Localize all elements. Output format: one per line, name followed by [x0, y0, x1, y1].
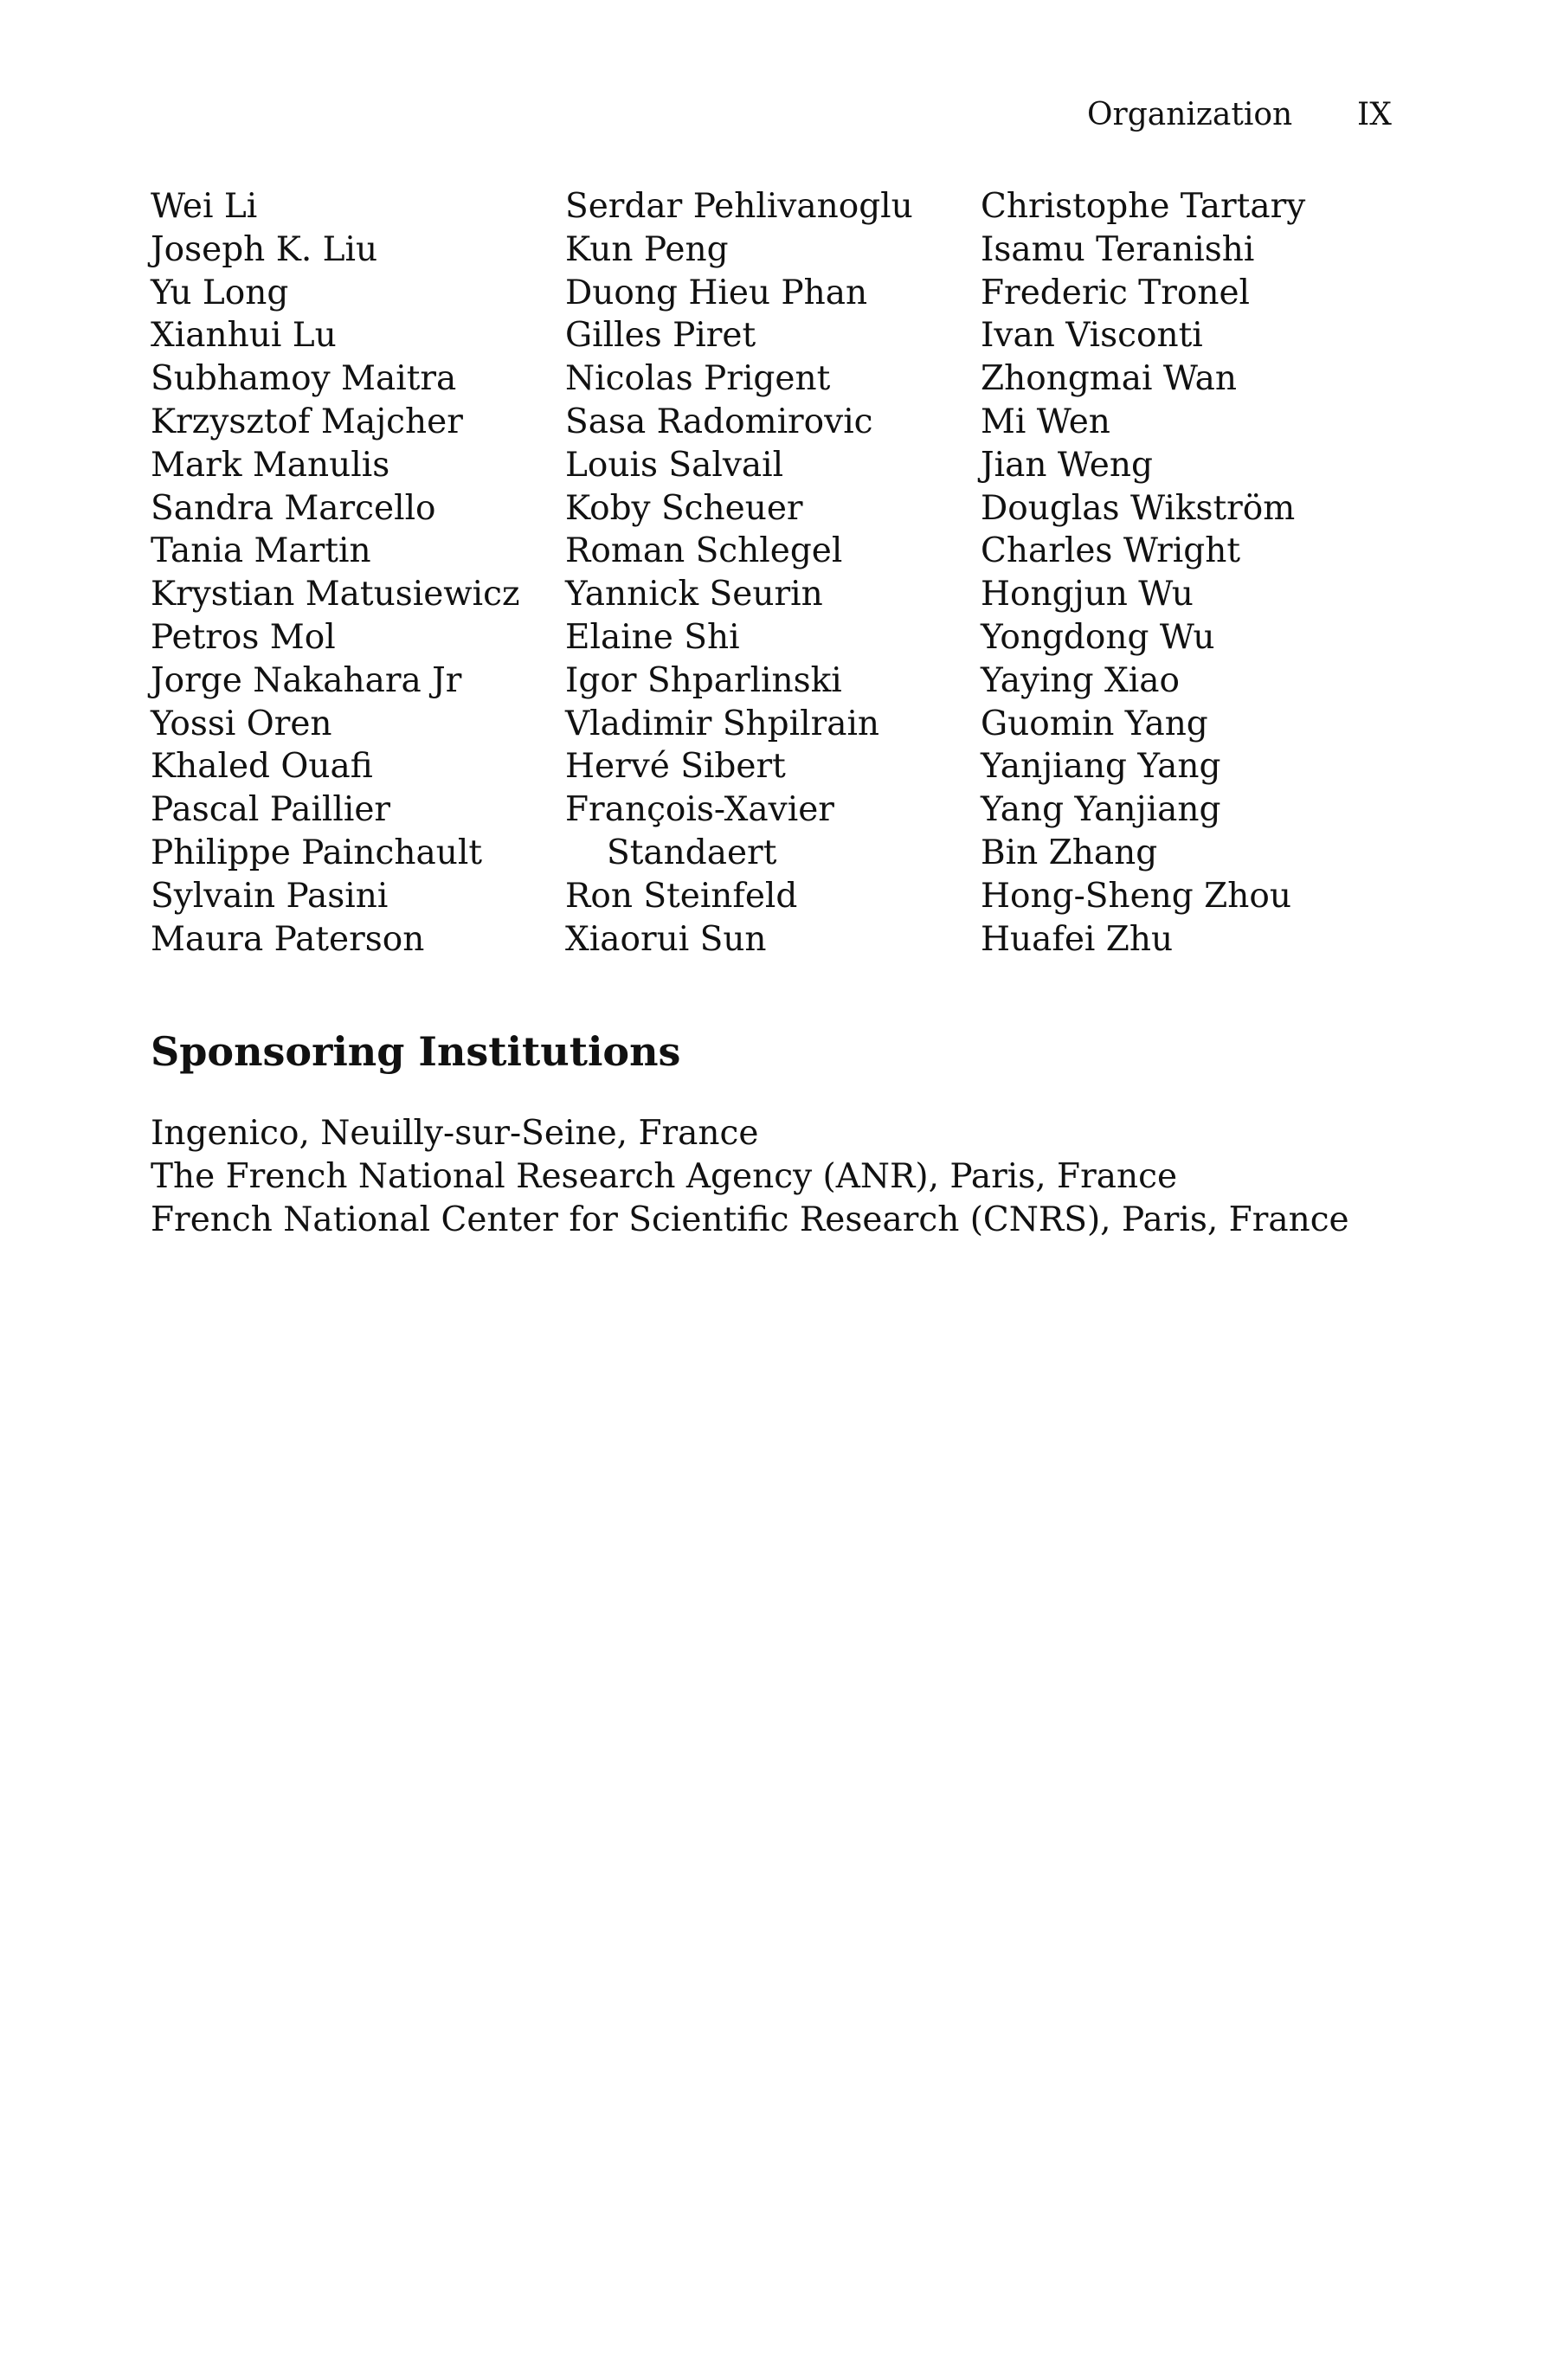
reviewer-name: Xianhui Lu [151, 316, 337, 356]
reviewer-name: Duong Hieu Phan [565, 273, 868, 312]
reviewer-name: Hong-Sheng Zhou [981, 876, 1291, 916]
reviewer-name: Sandra Marcello [151, 488, 436, 528]
reviewer-name: Xiaorui Sun [565, 919, 767, 959]
reviewer-name: Tania Martin [151, 531, 371, 571]
reviewer-name: Ivan Visconti [981, 316, 1203, 356]
reviewer-name: Roman Schlegel [565, 531, 843, 571]
reviewer-name: Kun Peng [565, 229, 729, 269]
reviewer-name: Petros Mol [151, 617, 336, 657]
running-head: Organization [1087, 97, 1293, 132]
reviewer-name: François-Xavier [565, 790, 834, 830]
reviewer-name: Christophe Tartary [981, 187, 1306, 226]
reviewer-name: Nicolas Prigent [565, 359, 831, 399]
reviewer-name-continuation: Standaert [607, 833, 777, 872]
reviewer-name: Jian Weng [981, 445, 1153, 485]
reviewer-name: Krystian Matusiewicz [151, 575, 520, 614]
reviewer-name: Pascal Paillier [151, 790, 391, 830]
reviewer-name: Mark Manulis [151, 445, 390, 485]
reviewer-name: Yaying Xiao [981, 660, 1180, 700]
reviewer-name: Subhamoy Maitra [151, 359, 457, 399]
reviewer-name: Yossi Oren [151, 704, 332, 743]
section-heading-sponsoring: Sponsoring Institutions [151, 1028, 681, 1075]
reviewer-name: Khaled Ouafi [151, 747, 373, 787]
reviewer-name: Wei Li [151, 187, 258, 226]
reviewer-name: Philippe Painchault [151, 833, 482, 872]
reviewer-name: Jorge Nakahara Jr [151, 660, 462, 700]
sponsor-item: Ingenico, Neuilly-sur-Seine, France [151, 1114, 759, 1153]
reviewer-name: Yongdong Wu [981, 617, 1215, 657]
page-number: IX [1357, 97, 1392, 132]
reviewer-name: Sasa Radomirovic [565, 402, 873, 441]
reviewer-name: Sylvain Pasini [151, 876, 389, 916]
reviewer-name: Louis Salvail [565, 445, 784, 485]
reviewer-name: Guomin Yang [981, 704, 1208, 743]
sponsor-item: The French National Research Agency (ANR), Paris, France [151, 1157, 1178, 1196]
reviewer-name: Igor Shparlinski [565, 660, 842, 700]
sponsor-list [151, 1112, 1349, 1242]
reviewer-name: Frederic Tronel [981, 273, 1250, 312]
reviewer-name: Mi Wen [981, 402, 1110, 441]
reviewer-name: Koby Scheuer [565, 488, 803, 528]
reviewer-name: Huafei Zhu [981, 919, 1174, 959]
reviewer-name: Isamu Teranishi [981, 229, 1255, 269]
sponsor-item: French National Center for Scientific Research (CNRS), Paris, France [151, 1200, 1349, 1239]
reviewer-name: Yu Long [151, 273, 289, 312]
reviewer-name: Gilles Piret [565, 316, 756, 356]
reviewer-name: Vladimir Shpilrain [565, 704, 880, 743]
reviewer-name: Yang Yanjiang [981, 790, 1221, 830]
reviewer-name: Charles Wright [981, 531, 1241, 571]
reviewer-name: Bin Zhang [981, 833, 1158, 872]
reviewer-name: Maura Paterson [151, 919, 425, 959]
reviewer-name: Yanjiang Yang [981, 747, 1221, 787]
reviewer-name: Ron Steinfeld [565, 876, 798, 916]
reviewer-name: Yannick Seurin [565, 575, 823, 614]
reviewer-column-3 [981, 185, 1305, 961]
reviewer-column-1 [151, 185, 520, 961]
reviewer-name: Elaine Shi [565, 617, 740, 657]
reviewer-name: Zhongmai Wan [981, 359, 1237, 399]
reviewer-column-2 [565, 185, 913, 961]
reviewer-name: Douglas Wikström [981, 488, 1296, 528]
reviewer-name: Hervé Sibert [565, 747, 786, 787]
reviewer-name: Krzysztof Majcher [151, 402, 463, 441]
reviewer-name: Joseph K. Liu [151, 229, 378, 269]
reviewer-name: Serdar Pehlivanoglu [565, 187, 913, 226]
reviewer-name: Hongjun Wu [981, 575, 1194, 614]
